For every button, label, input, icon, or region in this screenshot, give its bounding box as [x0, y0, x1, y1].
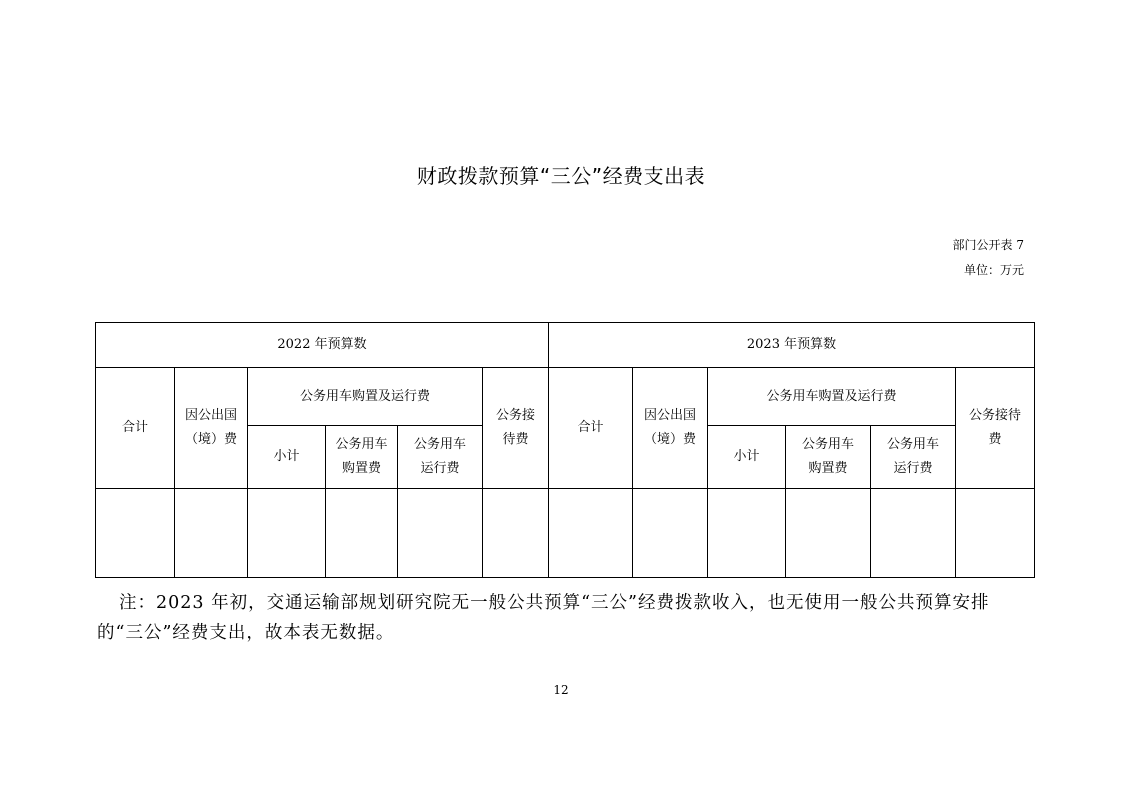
header-reception-line2: 费: [988, 431, 1002, 447]
table-cell: [483, 488, 549, 577]
table-cell: [248, 488, 326, 577]
table-cell: [549, 488, 633, 577]
header-operation-line2: 运行费: [893, 461, 933, 476]
header-total-2023: 合计: [549, 368, 633, 488]
header-operation-line1: 公务用车: [886, 437, 939, 452]
header-travel-2022: [175, 368, 248, 488]
header-vehicle-2022: 公务用车购置及运行费: [248, 368, 483, 426]
table-code: 部门公开表 7: [952, 238, 1024, 252]
header-purchase-line2: 购置费: [341, 461, 381, 476]
header-operation-2023: [871, 426, 956, 488]
header-vehicle-2023: 公务用车购置及运行费: [708, 368, 956, 426]
header-travel-line2: （境）费: [184, 431, 237, 447]
table-cell: [398, 488, 483, 577]
page-number: 12: [553, 683, 569, 697]
header-travel-2023: [633, 368, 708, 488]
table-cell: [633, 488, 708, 577]
column-header-row: [96, 368, 1035, 426]
table-cell: [708, 488, 786, 577]
group-header-2023: 2023 年预算数: [549, 323, 1035, 368]
header-subtotal-2023: 小计: [708, 426, 786, 488]
three-public-expenses-table: [95, 322, 1035, 578]
header-travel-line2: （境）费: [643, 431, 696, 447]
header-purchase-line1: 公务用车: [335, 437, 388, 452]
table-cell: [956, 488, 1035, 577]
header-operation-2022: [398, 426, 483, 488]
header-travel-line1: 因公出国: [643, 407, 696, 423]
group-header-2022: 2022 年预算数: [96, 323, 549, 368]
year-header-row: [96, 323, 1035, 368]
table-cell: [871, 488, 956, 577]
header-purchase-2023: [786, 426, 871, 488]
header-subtotal-2022: 小计: [248, 426, 326, 488]
table-row: [96, 488, 1035, 577]
unit-label: 单位：万元: [963, 263, 1024, 277]
table-cell: [175, 488, 248, 577]
header-travel-line1: 因公出国: [184, 407, 237, 423]
header-purchase-line2: 购置费: [808, 461, 848, 476]
header-purchase-line1: 公务用车: [801, 437, 854, 452]
header-purchase-2022: [326, 426, 398, 488]
page-title: 财政拨款预算“三公”经费支出表: [416, 164, 706, 188]
header-operation-line2: 运行费: [420, 461, 460, 476]
header-reception-2022: [483, 368, 549, 488]
table-cell: [326, 488, 398, 577]
header-reception-2023: [956, 368, 1035, 488]
header-total-2022: 合计: [96, 368, 175, 488]
table-cell: [786, 488, 871, 577]
header-reception-line2: 待费: [502, 431, 529, 447]
header-operation-line1: 公务用车: [413, 437, 466, 452]
header-reception-line1: 公务接待: [968, 407, 1021, 423]
table-note: 注：2023 年初，交通运输部规划研究院无一般公共预算“三公”经费拨款收入，也无使用一般公共预算安排的“三公”经费支出，故本表无数据。: [97, 593, 990, 643]
table-cell: [96, 488, 175, 577]
header-reception-line1: 公务接: [495, 407, 535, 423]
